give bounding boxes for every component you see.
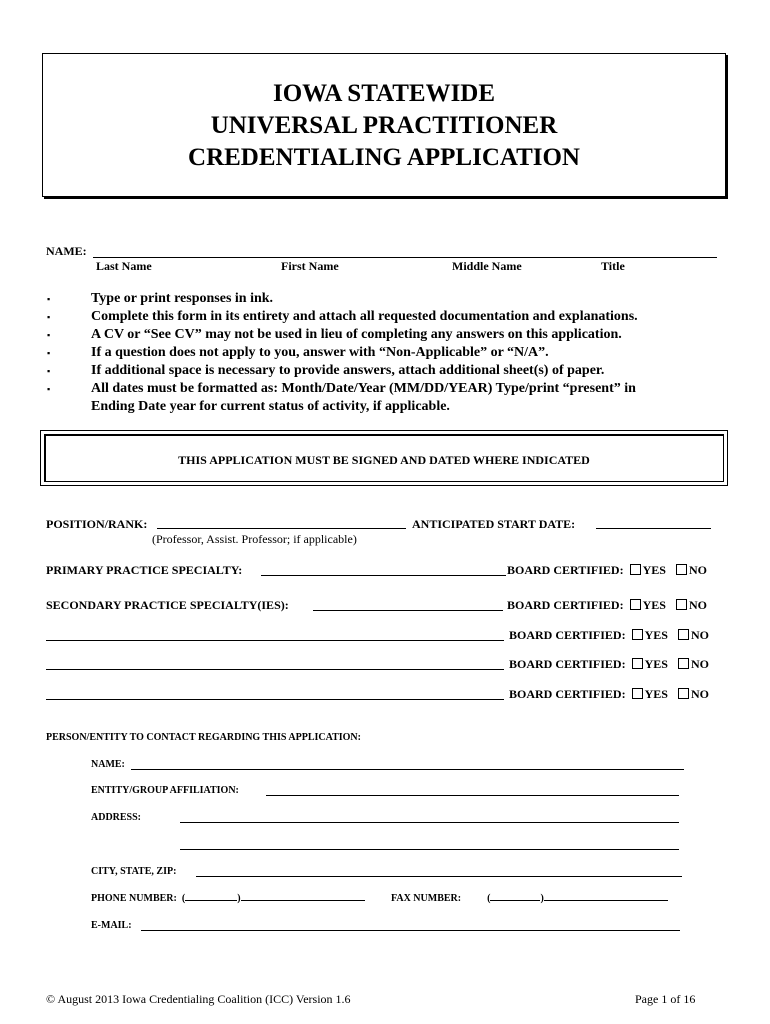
phone-area-code-field[interactable]	[185, 900, 237, 901]
email-field[interactable]	[141, 930, 680, 931]
no-label: NO	[690, 628, 709, 642]
yes-checkbox[interactable]	[632, 658, 643, 669]
bullet-icon: ▪	[47, 330, 51, 340]
position-rank-label: POSITION/RANK:	[46, 517, 148, 531]
contact-name-field[interactable]	[131, 769, 684, 770]
yes-label: YES	[644, 687, 668, 701]
phone-label: PHONE NUMBER:	[91, 893, 177, 904]
start-date-label: ANTICIPATED START DATE:	[412, 517, 576, 531]
board-certified-row	[509, 657, 709, 672]
address-label: ADDRESS:	[91, 812, 142, 823]
signature-notice-box	[40, 430, 728, 486]
board-certified-row	[507, 563, 707, 578]
position-rank-field[interactable]	[157, 528, 406, 529]
affiliation-label: ENTITY/GROUP AFFILIATION:	[91, 785, 239, 796]
no-label: NO	[690, 657, 709, 671]
board-certified-row	[507, 598, 707, 613]
phone-row	[91, 893, 365, 904]
board-certified-label: BOARD CERTIFIED:	[507, 563, 624, 577]
bullet-icon: ▪	[47, 366, 51, 376]
yes-label: YES	[642, 563, 666, 577]
signature-notice: THIS APPLICATION MUST BE SIGNED AND DATED WHERE INDICATED	[178, 453, 590, 467]
position-rank-hint: (Professor, Assist. Professor; if applicable)	[152, 532, 357, 546]
secondary-specialty-label: SECONDARY PRACTICE SPECIALTY(IES):	[46, 598, 289, 612]
phone-number-field[interactable]	[241, 900, 365, 901]
start-date-field[interactable]	[596, 528, 711, 529]
bullet-icon: ▪	[47, 384, 51, 394]
no-checkbox[interactable]	[678, 629, 689, 640]
middle-name-sublabel: Middle Name	[452, 259, 522, 273]
yes-label: YES	[644, 657, 668, 671]
primary-specialty-label: PRIMARY PRACTICE SPECIALTY:	[46, 563, 243, 577]
yes-checkbox[interactable]	[632, 688, 643, 699]
email-label: E-MAIL:	[91, 920, 132, 931]
instruction-text: Complete this form in its entirety and attach all requested documentation and explanations.	[91, 309, 638, 324]
additional-specialty-field[interactable]	[46, 669, 504, 670]
footer-page-number: Page 1 of 16	[635, 992, 696, 1006]
instruction-text: If a question does not apply to you, answer with “Non-Applicable” or “N/A”.	[91, 345, 549, 360]
footer-copyright: © August 2013 Iowa Credentialing Coalition (ICC) Version 1.6	[46, 992, 351, 1006]
name-field[interactable]	[93, 257, 717, 258]
yes-checkbox[interactable]	[630, 599, 641, 610]
primary-specialty-field[interactable]	[261, 575, 506, 576]
fax-paren-close: )	[540, 893, 544, 904]
instruction-text: Type or print responses in ink.	[91, 291, 274, 306]
fax-area-code-field[interactable]	[490, 900, 540, 901]
fax-paren-open: (	[487, 893, 491, 904]
instruction-text: All dates must be formatted as: Month/Date/Year (MM/DD/YEAR) Type/print “present” in	[91, 381, 636, 396]
board-certified-label: BOARD CERTIFIED:	[509, 628, 626, 642]
yes-checkbox[interactable]	[632, 629, 643, 640]
first-name-sublabel: First Name	[281, 259, 339, 273]
fax-label: FAX NUMBER:	[391, 893, 462, 904]
name-label: NAME:	[46, 244, 87, 258]
no-checkbox[interactable]	[676, 564, 687, 575]
yes-label: YES	[642, 598, 666, 612]
instruction-text: Ending Date year for current status of activity, if applicable.	[91, 399, 450, 414]
fax-number-field[interactable]	[544, 900, 668, 901]
city-state-zip-field[interactable]	[196, 876, 682, 877]
board-certified-label: BOARD CERTIFIED:	[507, 598, 624, 612]
bullet-icon: ▪	[47, 312, 51, 322]
board-certified-row	[509, 687, 709, 702]
title-sublabel: Title	[601, 259, 625, 273]
no-checkbox[interactable]	[678, 658, 689, 669]
last-name-sublabel: Last Name	[96, 259, 152, 273]
address-field-1[interactable]	[180, 822, 679, 823]
title-box	[42, 53, 726, 197]
yes-label: YES	[644, 628, 668, 642]
board-certified-label: BOARD CERTIFIED:	[509, 687, 626, 701]
board-certified-row	[509, 628, 709, 643]
title-line-1: IOWA STATEWIDE	[272, 80, 496, 107]
affiliation-field[interactable]	[266, 795, 679, 796]
title-line-3: CREDENTIALING APPLICATION	[188, 144, 580, 171]
no-checkbox[interactable]	[678, 688, 689, 699]
yes-checkbox[interactable]	[630, 564, 641, 575]
title-line-2: UNIVERSAL PRACTITIONER	[210, 112, 558, 139]
contact-name-label: NAME:	[91, 759, 125, 770]
contact-heading: PERSON/ENTITY TO CONTACT REGARDING THIS APPLICATION:	[46, 732, 361, 743]
instruction-text: If additional space is necessary to provide answers, attach additional sheet(s) of paper.	[91, 363, 605, 378]
no-checkbox[interactable]	[676, 599, 687, 610]
instruction-text: A CV or “See CV” may not be used in lieu of completing any answers on this application.	[91, 327, 622, 342]
additional-specialty-field[interactable]	[46, 640, 504, 641]
fax-row	[391, 893, 668, 904]
board-certified-label: BOARD CERTIFIED:	[509, 657, 626, 671]
phone-paren-close: )	[237, 893, 241, 904]
bullet-icon: ▪	[47, 348, 51, 358]
bullet-icon: ▪	[47, 294, 51, 304]
no-label: NO	[690, 687, 709, 701]
city-state-zip-label: CITY, STATE, ZIP:	[91, 866, 177, 877]
address-field-2[interactable]	[180, 849, 679, 850]
no-label: NO	[688, 563, 707, 577]
additional-specialty-field[interactable]	[46, 699, 504, 700]
secondary-specialty-field[interactable]	[313, 610, 503, 611]
phone-paren-open: (	[181, 893, 186, 904]
no-label: NO	[688, 598, 707, 612]
